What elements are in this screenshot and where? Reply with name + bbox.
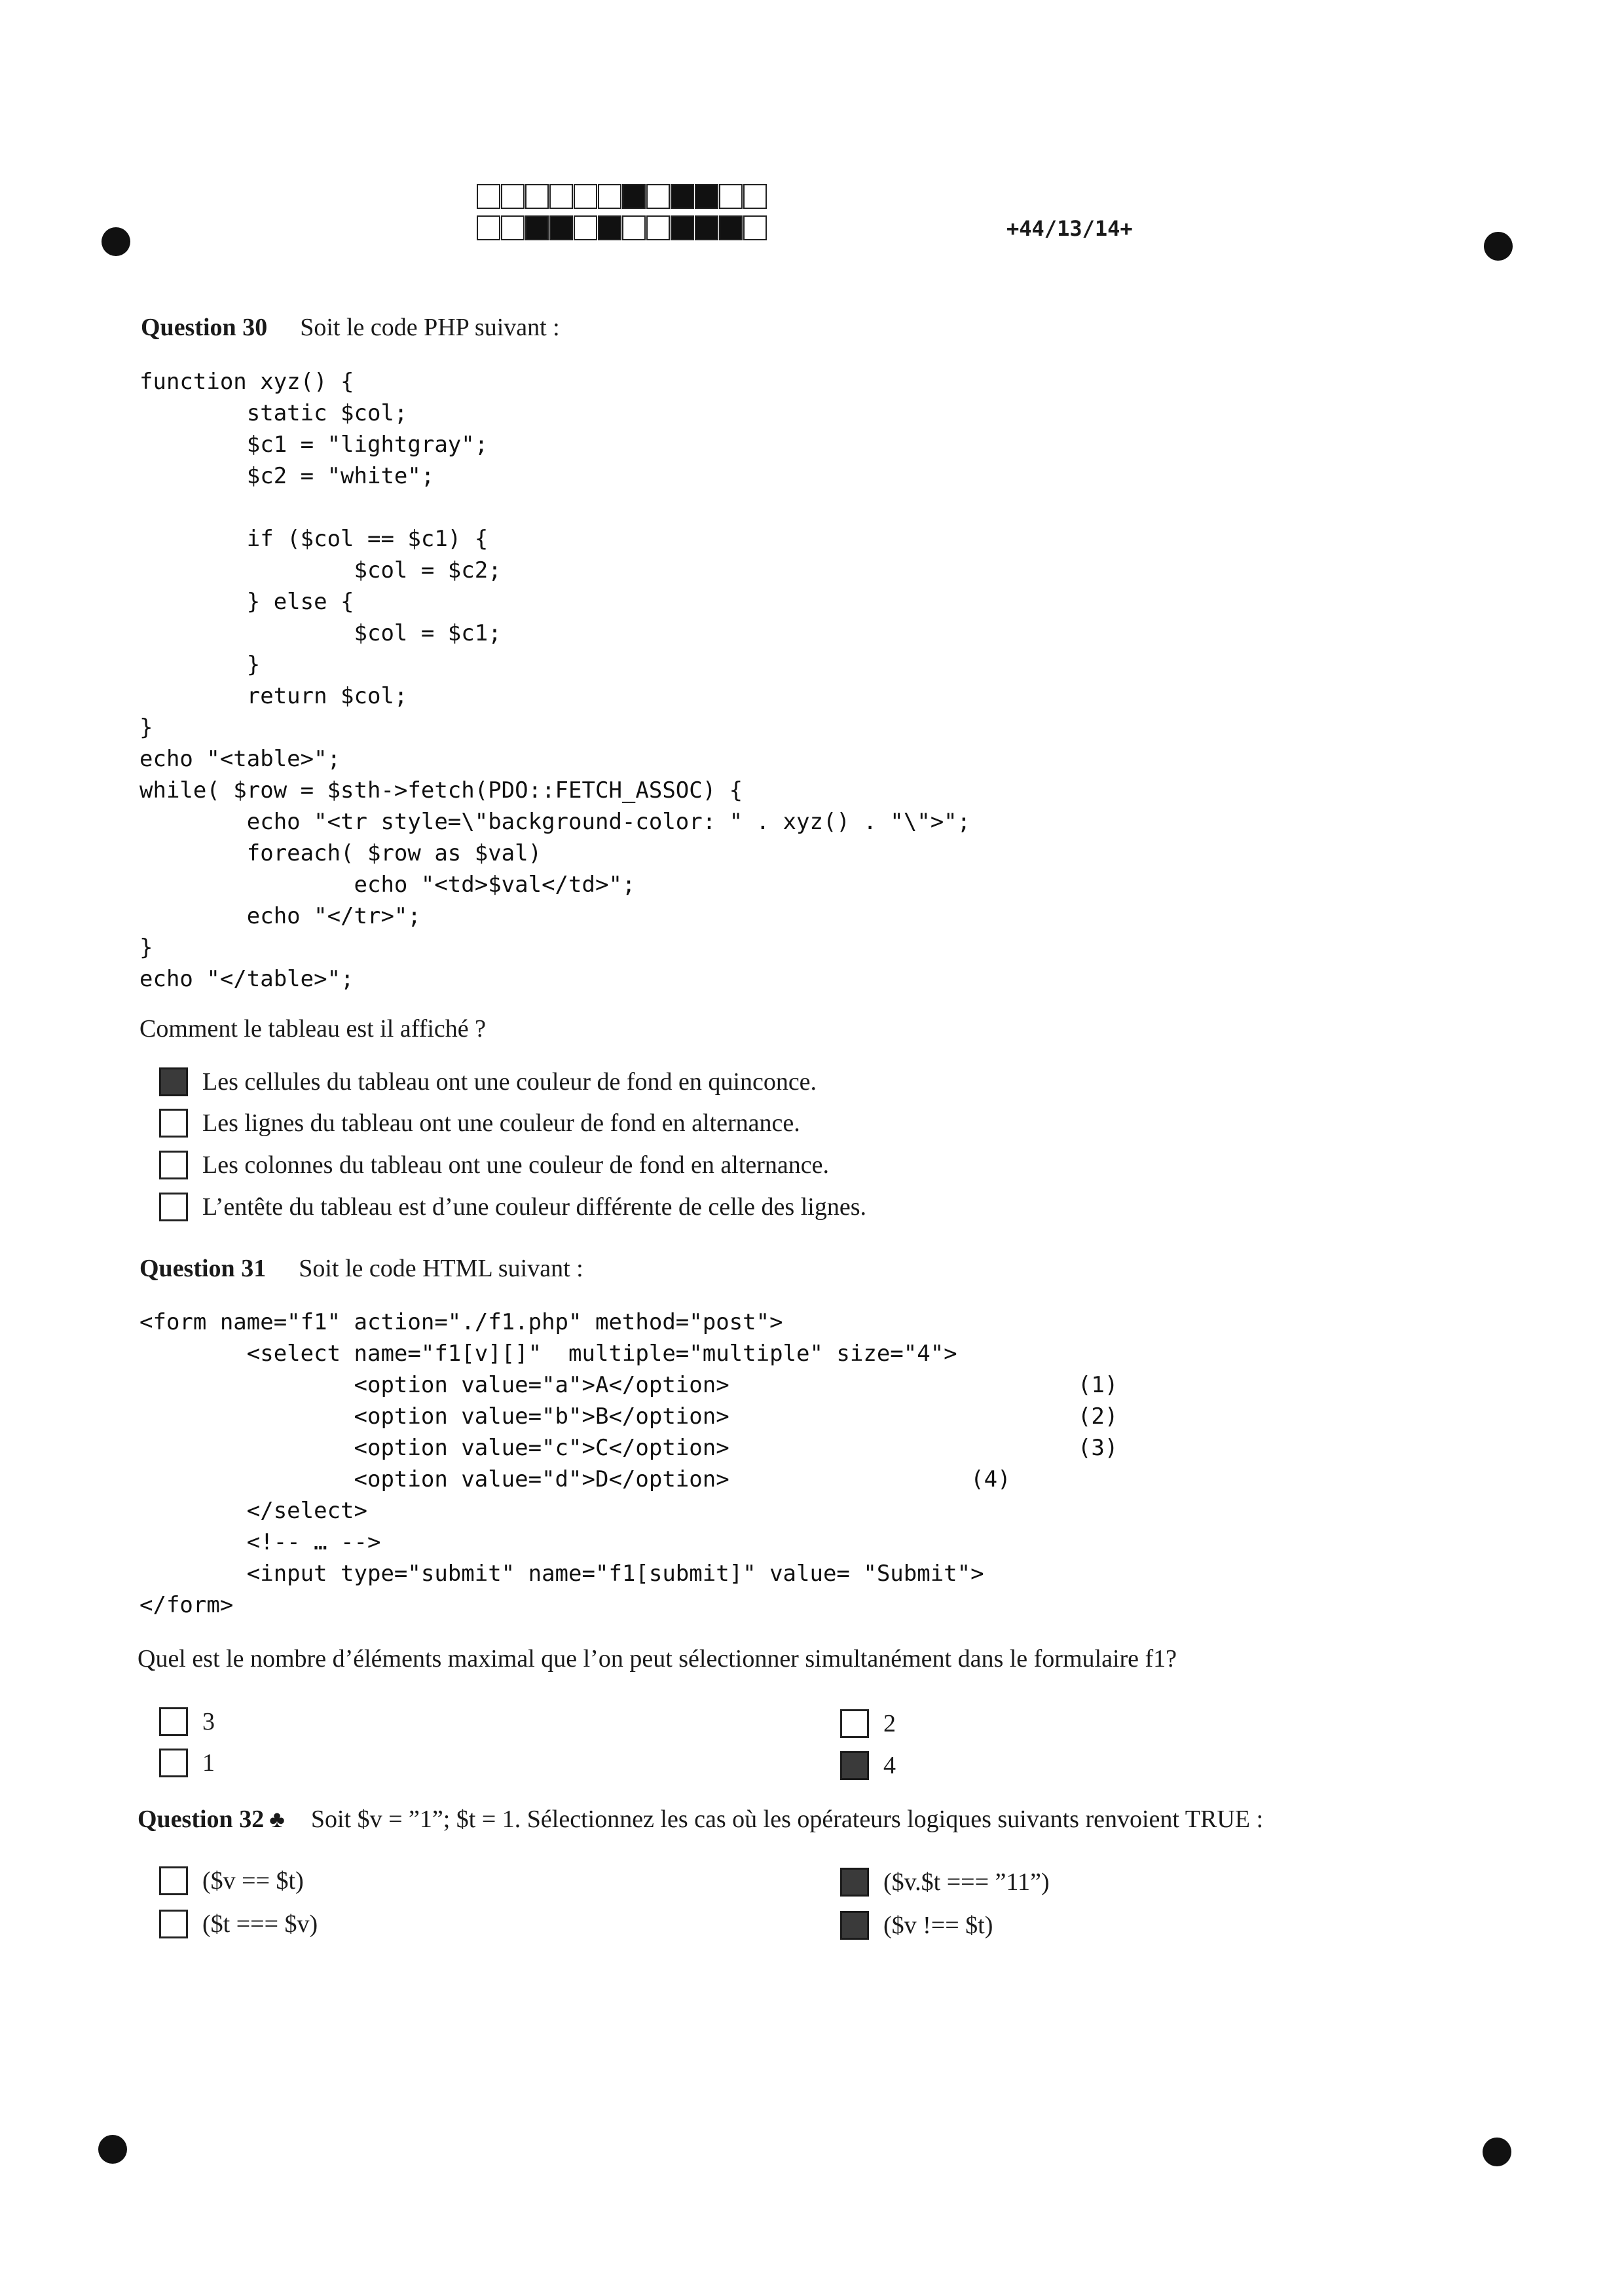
q31-option-1[interactable] (159, 1749, 215, 1777)
barcode-cell (719, 184, 743, 209)
barcode-cell (646, 184, 670, 209)
question-31-prompt: Quel est le nombre d’éléments maximal que l’on peut sélectionner simultanément dans le formulaire f1? (138, 1645, 1177, 1673)
question-30-prompt: Comment le tableau est il affiché ? (139, 1015, 486, 1043)
checkbox[interactable] (159, 1866, 188, 1895)
barcode-cell (719, 215, 743, 240)
checkbox[interactable] (840, 1709, 869, 1738)
question-32-header (138, 1805, 1263, 1834)
question-31-intro: Soit le code HTML suivant : (299, 1255, 583, 1282)
barcode-cell (622, 215, 646, 240)
barcode-cell (477, 184, 500, 209)
checkbox[interactable] (159, 1109, 188, 1138)
checkbox[interactable] (159, 1151, 188, 1179)
q30-option-4-text: L’entête du tableau est d’une couleur différente de celle des lignes. (202, 1193, 866, 1221)
club-icon: ♣ (269, 1806, 285, 1832)
barcode-cell (743, 184, 767, 209)
q30-option-2-text: Les lignes du tableau ont une couleur de fond en alternance. (202, 1109, 800, 1137)
barcode-cell (525, 215, 549, 240)
q32-option-4[interactable] (840, 1911, 993, 1940)
q32-option-2-text: ($v.$t === ”11”) (883, 1868, 1050, 1896)
barcode-cell (695, 184, 718, 209)
q32-option-4-text: ($v !== $t) (883, 1912, 993, 1939)
q31-option-3[interactable] (159, 1707, 215, 1736)
registration-mark-top-left (101, 227, 130, 256)
q32-option-2[interactable] (840, 1868, 1050, 1897)
checkbox[interactable] (159, 1067, 188, 1096)
registration-mark-top-right (1484, 232, 1513, 261)
barcode-cell (671, 215, 694, 240)
barcode-cell (549, 215, 573, 240)
barcode-cell (525, 184, 549, 209)
question-32-label: Question 32 (138, 1805, 265, 1833)
barcode-cell (574, 184, 597, 209)
barcode-cell (549, 184, 573, 209)
barcode-cell (622, 184, 646, 209)
q30-option-4[interactable] (159, 1193, 866, 1221)
barcode-cell (646, 215, 670, 240)
barcode-cell (695, 215, 718, 240)
barcode-cell (598, 215, 621, 240)
question-30-intro: Soit le code PHP suivant : (300, 314, 560, 341)
barcode-cell (743, 215, 767, 240)
registration-mark-bottom-left (98, 2135, 127, 2164)
q32-option-1-text: ($v == $t) (202, 1867, 304, 1895)
barcode-cell (501, 215, 525, 240)
q30-option-2[interactable] (159, 1109, 800, 1138)
checkbox[interactable] (840, 1868, 869, 1897)
barcode-top (477, 184, 767, 209)
q31-option-1-text: 1 (202, 1749, 215, 1777)
registration-mark-bottom-right (1483, 2138, 1511, 2166)
question-31-code: <form name="f1" action="./f1.php" method="post"> <select name="f1[v][]" multiple="multiple" size="4"> <option value="a">A</option> (1) <option value="b">B</option> (2) <option value="c">C</option> (3) <option value="d">D</option> (4) </select> <!-- … --> <input type="submit" name="f1[submit]" value= "Submit"> </form> (139, 1309, 1118, 1618)
question-30-header (141, 313, 560, 342)
question-30-label: Question 30 (141, 314, 268, 341)
page-id: +44/13/14+ (1006, 216, 1133, 241)
q32-option-3[interactable] (159, 1910, 318, 1938)
checkbox[interactable] (159, 1910, 188, 1938)
checkbox[interactable] (159, 1193, 188, 1221)
q31-option-2[interactable] (840, 1709, 896, 1738)
barcode-cell (574, 215, 597, 240)
q32-option-1[interactable] (159, 1866, 304, 1895)
q31-option-3-text: 3 (202, 1708, 215, 1735)
question-31-label: Question 31 (139, 1255, 267, 1282)
barcode-cell (501, 184, 525, 209)
q31-option-2-text: 2 (883, 1710, 896, 1737)
q30-option-3[interactable] (159, 1151, 829, 1179)
question-30-code: function xyz() { static $col; $c1 = "lightgray"; $c2 = "white"; if ($col == $c1) { $col = $c2; } else { $col = $c1; } return $col; } echo "<table>"; while( $row = $sth->fetch(PDO::FETCH_ASSOC) { echo "<tr style=\"background-color: " . xyz() . "\">"; foreach( $row as $val) echo "<td>$val</td>"; echo "</tr>"; } echo "</table>"; (139, 369, 971, 992)
q30-option-3-text: Les colonnes du tableau ont une couleur de fond en alternance. (202, 1151, 830, 1179)
barcode-cell (671, 184, 694, 209)
checkbox[interactable] (840, 1751, 869, 1780)
q30-option-1[interactable] (159, 1067, 817, 1096)
checkbox[interactable] (159, 1749, 188, 1777)
question-32-intro: Soit $v = ”1”; $t = 1. Sélectionnez les cas où les opérateurs logiques suivants renvoient TRUE : (310, 1805, 1264, 1833)
q30-option-1-text: Les cellules du tableau ont une couleur de fond en quinconce. (202, 1068, 817, 1096)
checkbox[interactable] (159, 1707, 188, 1736)
barcode-cell (477, 215, 500, 240)
barcode-bottom (477, 215, 767, 240)
question-31-header (139, 1254, 583, 1283)
q31-option-4[interactable] (840, 1751, 896, 1780)
q32-option-3-text: ($t === $v) (202, 1910, 318, 1938)
q31-option-4-text: 4 (883, 1752, 896, 1779)
checkbox[interactable] (840, 1911, 869, 1940)
barcode-cell (598, 184, 621, 209)
